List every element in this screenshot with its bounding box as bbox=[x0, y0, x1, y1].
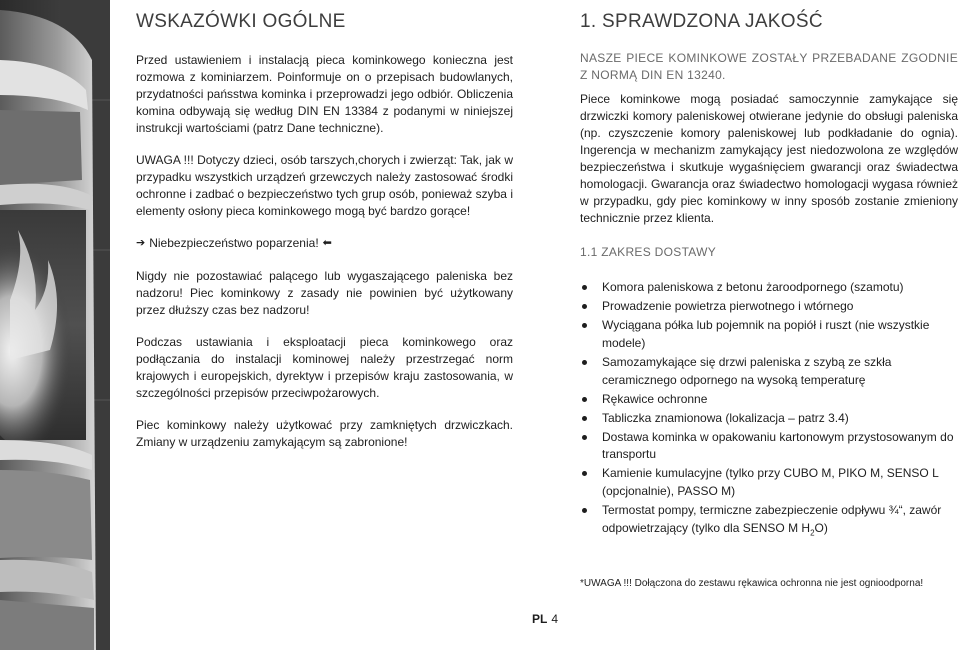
section-title-quality: 1. SPRAWDZONA JAKOŚĆ bbox=[580, 11, 823, 32]
paragraph-closed-doors: Piec kominkowy należy użytkować przy zamkniętych drzwiczkach. Zmiany w urządzeniu zamykającym są zabronione! bbox=[136, 418, 513, 449]
page-number bbox=[532, 612, 558, 626]
bullet-icon bbox=[582, 285, 587, 290]
delivery-list bbox=[580, 279, 958, 542]
list-item: Termostat pompy, termiczne zabezpieczenie odpływu ¾“, zawór odpowietrzający (tylko dla SENSO M $H_2O$) bbox=[580, 502, 958, 542]
bullet-icon bbox=[582, 304, 587, 309]
stove-photo bbox=[0, 0, 110, 650]
paragraph-supervision: Nigdy nie pozostawiać palącego lub wygaszającego paleniska bez nadzoru! Piec kominkowy z zasady nie powinien być użytkowany przez dłuższy czas bez nadzoru! bbox=[136, 269, 513, 317]
arrow-left-icon: ⬅ bbox=[322, 237, 332, 249]
list-item: Wyciągana półka lub pojemnik na popiół i ruszt (nie wszystkie modele) bbox=[580, 317, 958, 353]
left-column bbox=[136, 10, 513, 466]
paragraph-chimney: Przed ustawieniem i instalacją pieca kominkowego konieczna jest rozmowa z kominiarzem. Poinformuje on o przepisach budowlanych, przydatności pańsstwa kominka i przeprowadzi jego odbiór. Obliczenia komina odbywają się według DIN EN 13384 z podanymi w niniejszej instrukcji wartościami (patrz Dane techniczne). bbox=[136, 53, 513, 135]
language-code: PL bbox=[532, 612, 548, 626]
footnote-glove: *UWAGA !!! Dołączona do zestawu rękawica ochronna nie jest ognioodporna! bbox=[580, 578, 924, 589]
bullet-icon bbox=[582, 360, 587, 365]
subsection-title-delivery: 1.1 ZAKRES DOSTAWY bbox=[580, 245, 717, 259]
arrow-right-icon: ➔ bbox=[136, 237, 146, 249]
paragraph-door-mechanism: Piece kominkowe mogą posiadać samoczynnie zamykające się drzwiczki komory paleniskowej otwierane jedynie do obsługi paleniska (np. czyszczenie komory paleniskowej lub podkładanie do ognia). Ingerencja w mechanizm zamykający jest niedozwolona ze względów bezpieczeństwa i skutkuje wygaśnięciem gwarancji oraz świadectwa homologacji. Gwarancja oraz świadectwo homologacji wygasa również w przypadku, gdy piec kominkowy w inny sposób zostanie zmieniony technicznie przez klienta. bbox=[580, 92, 958, 225]
bullet-icon bbox=[582, 323, 587, 328]
bullet-icon bbox=[582, 471, 587, 476]
paragraph-regulations: Podczas ustawiania i eksploatacji pieca kominkowego oraz podłączania do instalacji kominowej należy przestrzegać norm krajowych i europejskich, dyrektyw i przepisów kraju zastosowania, w szczególności przepisów przeciwpożarowych. bbox=[136, 335, 513, 400]
list-item: Tabliczka znamionowa (lokalizacja – patrz 3.4) bbox=[580, 410, 958, 428]
burn-warning bbox=[136, 235, 513, 252]
section-title-general: WSKAZÓWKI OGÓLNE bbox=[136, 11, 346, 32]
bullet-icon bbox=[582, 416, 587, 421]
bullet-icon bbox=[582, 508, 587, 513]
right-column bbox=[580, 10, 958, 543]
bullet-icon bbox=[582, 435, 587, 440]
list-item: Prowadzenie powietrza pierwotnego i wtórnego bbox=[580, 298, 958, 316]
list-item: Dostawa kominka w opakowaniu kartonowym przystosowanym do transportu bbox=[580, 429, 958, 465]
list-item: Komora paleniskowa z betonu żaroodpornego (szamotu) bbox=[580, 279, 958, 297]
burn-warning-text: Niebezpieczeństwo poparzenia! bbox=[149, 236, 319, 250]
paragraph-caution: UWAGA !!! Dotyczy dzieci, osób tarszych,chorych i zwierząt: Tak, jak w przypadku wszystkich urządzeń grzewczych należy zastosować środki ochronne i zadbać o bezpieczeństwo tych grup osób, ponieważ szyba i elementy osłony pieca kominkowego mogą być bardzo gorące! bbox=[136, 153, 513, 218]
list-item: Rękawice ochronne bbox=[580, 391, 958, 409]
list-item: Samozamykające się drzwi paleniska z szybą ze szkła ceramicznego odpornego na wysoką temperaturę bbox=[580, 354, 958, 390]
list-item: Kamienie kumulacyjne (tylko przy CUBO M, PIKO M, SENSO L (opcjonalnie), PASSO M) bbox=[580, 465, 958, 501]
quality-lead: NASZE PIECE KOMINKOWE ZOSTAŁY PRZEBADANE ZGODNIE Z NORMĄ DIN EN 13240. bbox=[580, 51, 958, 82]
page-number-value: 4 bbox=[551, 612, 559, 626]
bullet-icon bbox=[582, 397, 587, 402]
